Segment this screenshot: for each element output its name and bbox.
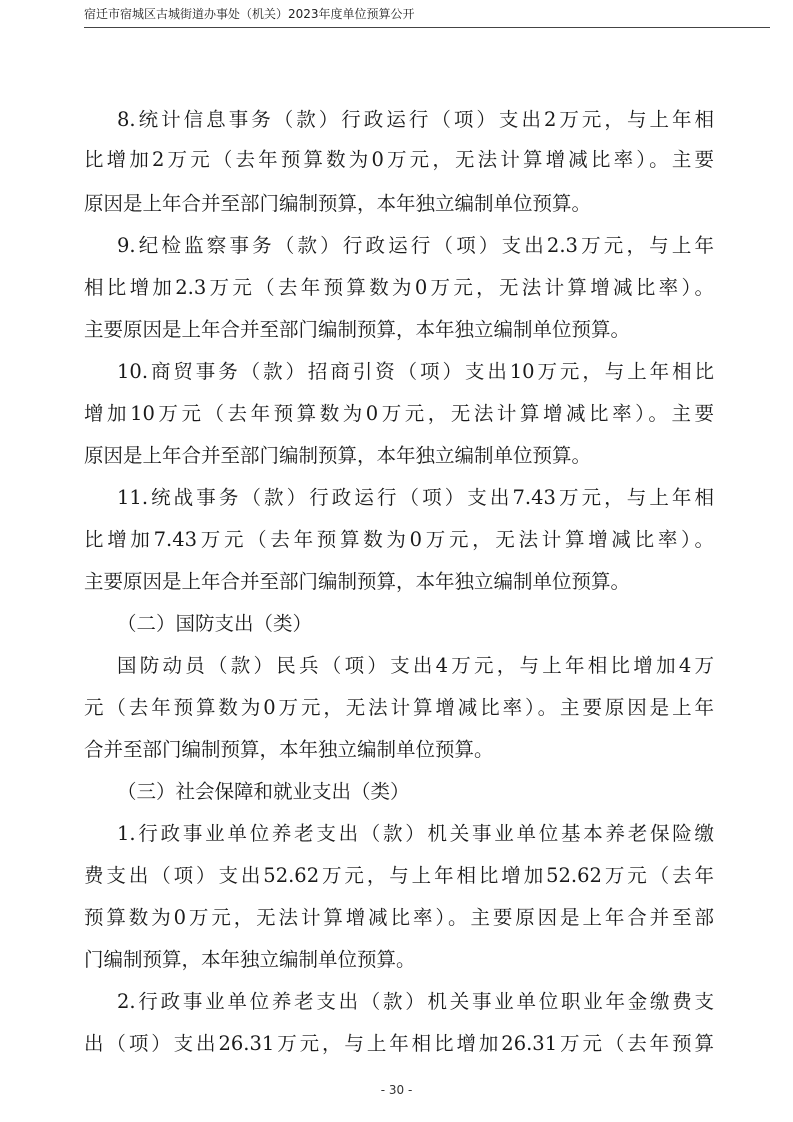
paragraph-line: 元（去年预算数为0万元，无法计算增减比率）。主要原因是上年 bbox=[84, 696, 714, 719]
paragraph-line: 国防动员（款）民兵（项）支出4万元，与上年相比增加4万 bbox=[117, 654, 714, 677]
paragraph-line: 9.纪检监察事务（款）行政运行（项）支出2.3万元，与上年 bbox=[117, 234, 714, 257]
document-header: 宿迁市宿城区古城街道办事处（机关）2023年度单位预算公开 bbox=[84, 7, 415, 21]
paragraph-line: 出（项）支出26.31万元，与上年相比增加26.31万元（去年预算 bbox=[84, 1032, 714, 1055]
paragraph-line: 原因是上年合并至部门编制预算，本年独立编制单位预算。 bbox=[84, 192, 592, 215]
paragraph-line: 10.商贸事务（款）招商引资（项）支出10万元，与上年相比 bbox=[117, 360, 714, 383]
paragraph-line: 比增加2万元（去年预算数为0万元，无法计算增减比率）。主要 bbox=[84, 148, 714, 171]
paragraph-line: 比增加7.43万元（去年预算数为0万元，无法计算增减比率）。 bbox=[84, 528, 714, 551]
paragraph-line: 原因是上年合并至部门编制预算，本年独立编制单位预算。 bbox=[84, 444, 592, 467]
paragraph-line: 合并至部门编制预算，本年独立编制单位预算。 bbox=[84, 738, 494, 761]
paragraph-line: 主要原因是上年合并至部门编制预算，本年独立编制单位预算。 bbox=[84, 570, 631, 593]
paragraph-line: 增加10万元（去年预算数为0万元，无法计算增减比率）。主要 bbox=[84, 402, 714, 425]
section-heading: （二）国防支出（类） bbox=[117, 612, 313, 635]
paragraph-line: 11.统战事务（款）行政运行（项）支出7.43万元，与上年相 bbox=[117, 486, 714, 509]
paragraph-line: 1.行政事业单位养老支出（款）机关事业单位基本养老保险缴 bbox=[117, 822, 714, 845]
paragraph-line: 门编制预算，本年独立编制单位预算。 bbox=[84, 948, 416, 971]
paragraph-line: 费支出（项）支出52.62万元，与上年相比增加52.62万元（去年 bbox=[84, 864, 714, 887]
paragraph-line: 8.统计信息事务（款）行政运行（项）支出2万元，与上年相 bbox=[117, 108, 714, 131]
paragraph-line: 预算数为0万元，无法计算增减比率）。主要原因是上年合并至部 bbox=[84, 906, 714, 929]
page-number: - 30 - bbox=[380, 1083, 413, 1097]
paragraph-line: 主要原因是上年合并至部门编制预算，本年独立编制单位预算。 bbox=[84, 318, 631, 341]
paragraph-line: 2.行政事业单位养老支出（款）机关事业单位职业年金缴费支 bbox=[117, 990, 714, 1013]
section-heading: （三）社会保障和就业支出（类） bbox=[117, 780, 410, 803]
paragraph-line: 相比增加2.3万元（去年预算数为0万元，无法计算增减比率）。 bbox=[84, 276, 714, 299]
